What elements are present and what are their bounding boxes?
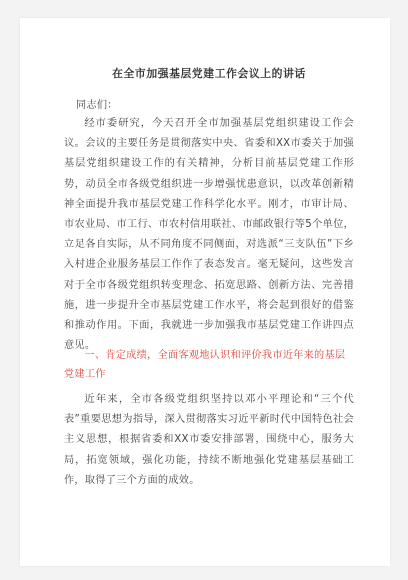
salutation: 同志们：	[76, 100, 118, 111]
paragraph-achievements: 近年来，全市各级党组织坚持以邓小平理论和“三个代表”重要思想为指导，深入贯彻落实习近平新时代中国特色社会主义思想，根据省委和XX市委安排部署，围绕中心，服务大局，拓宽领域，强化功能，持续不断地强化党建基层基础工作，取得了三个方面的成效。	[64, 394, 354, 486]
section-heading: 一、肯定成绩，全面客观地认识和评价我市近年来的基层党建工作	[64, 350, 346, 380]
document-title: 在全市加强基层党建工作会议上的讲话	[112, 67, 306, 80]
document-page	[20, 18, 390, 566]
paragraph-introduction: 经市委研究，今天召开全市加强基层党组织建设工作会议。会议的主要任务是贯彻落实中央、省委和XX市委关于加强基层党组织建设工作的有关精神，分析目前基层党建工作形势，动员全市各级党组织进一步增强忧患意识，以改革创新精神全面提升我市基层党建工作科学化水平。刚才，市审计局、市农业局、市工行、市农村信用联社、市邮政银行等5个单位，立足各自实际，从不同角度不同侧面，对选派“三支队伍”下乡入村进企业服务基层工作作了表态发言。毫无疑问，这些发言对于全市各级党组织转变理念、拓宽思路、创新方法、完善措施，进一步提升全市基层党建工作水平，将会起到很好的借鉴和推动作用。下面，我就进一步加强我市基层党建工作讲四点意见。	[64, 118, 354, 352]
